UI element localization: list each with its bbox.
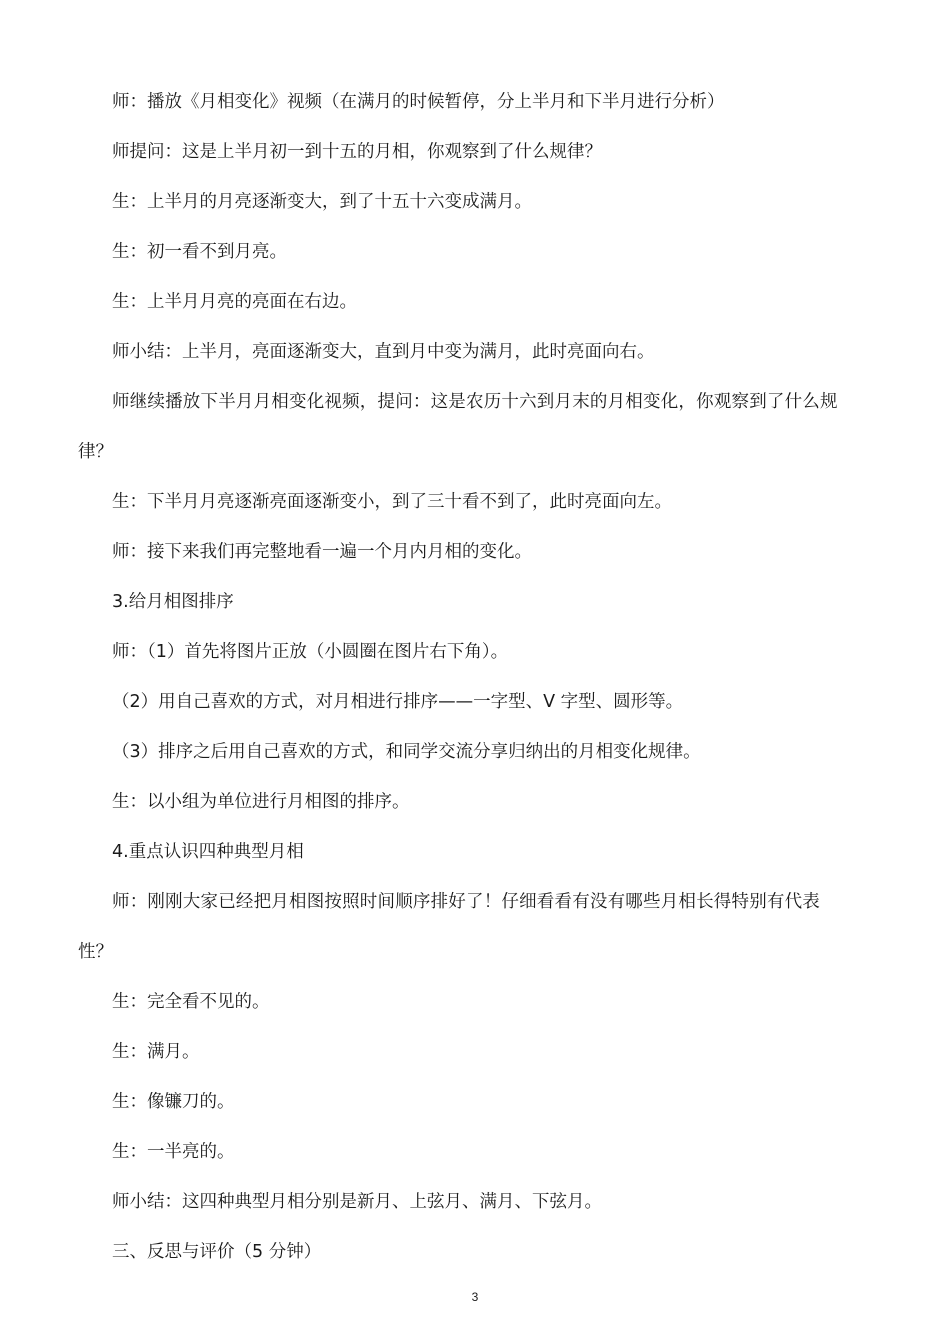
paragraph-teacher-summary-2: 师小结：这四种典型月相分别是新月、上弦月、满月、下弦月。 xyxy=(112,1192,602,1212)
paragraph-student-answer-4: 生：下半月月亮逐渐亮面逐渐变小，到了三十看不到了，此时亮面向左。 xyxy=(112,492,672,512)
paragraph-teacher-question-second-half-cont: 律？ xyxy=(78,442,113,462)
paragraph-student-answer-2: 生：初一看不到月亮。 xyxy=(112,242,287,262)
paragraph-step-1: 师：（1）首先将图片正放（小圆圈在图片右下角）。 xyxy=(112,642,509,662)
section-heading-sort: 3.给月相图排序 xyxy=(112,592,234,612)
paragraph-student-answer-8: 生：一半亮的。 xyxy=(112,1142,235,1162)
section-heading-four-phases: 4.重点认识四种典型月相 xyxy=(112,842,304,862)
paragraph-teacher-question-first-half: 师提问：这是上半月初一到十五的月相，你观察到了什么规律？ xyxy=(112,142,602,162)
paragraph-student-answer-6: 生：满月。 xyxy=(112,1042,200,1062)
paragraph-student-answer-3: 生：上半月月亮的亮面在右边。 xyxy=(112,292,357,312)
paragraph-teacher-video: 师：播放《月相变化》视频（在满月的时候暂停，分上半月和下半月进行分析） xyxy=(112,92,725,112)
paragraph-student-answer-1: 生：上半月的月亮逐渐变大，到了十五十六变成满月。 xyxy=(112,192,532,212)
paragraph-teacher-representative: 师：刚刚大家已经把月相图按照时间顺序排好了！仔细看看有没有哪些月相长得特别有代表 xyxy=(112,892,820,912)
paragraph-teacher-summary-1: 师小结：上半月，亮面逐渐变大，直到月中变为满月，此时亮面向右。 xyxy=(112,342,655,362)
paragraph-teacher-full-month: 师：接下来我们再完整地看一遍一个月内月相的变化。 xyxy=(112,542,532,562)
paragraph-teacher-question-second-half: 师继续播放下半月月相变化视频，提问：这是农历十六到月末的月相变化，你观察到了什么规 xyxy=(112,392,838,412)
paragraph-student-answer-5: 生：完全看不见的。 xyxy=(112,992,270,1012)
section-heading-reflection: 三、反思与评价（5 分钟） xyxy=(112,1242,322,1262)
paragraph-teacher-representative-cont: 性？ xyxy=(78,942,113,962)
page-number: 3 xyxy=(471,1290,479,1304)
paragraph-step-3: （3）排序之后用自己喜欢的方式，和同学交流分享归纳出的月相变化规律。 xyxy=(112,742,701,762)
paragraph-student-sorting: 生：以小组为单位进行月相图的排序。 xyxy=(112,792,410,812)
paragraph-step-2: （2）用自己喜欢的方式，对月相进行排序——一字型、V 字型、圆形等。 xyxy=(112,692,684,712)
paragraph-student-answer-7: 生：像镰刀的。 xyxy=(112,1092,235,1112)
